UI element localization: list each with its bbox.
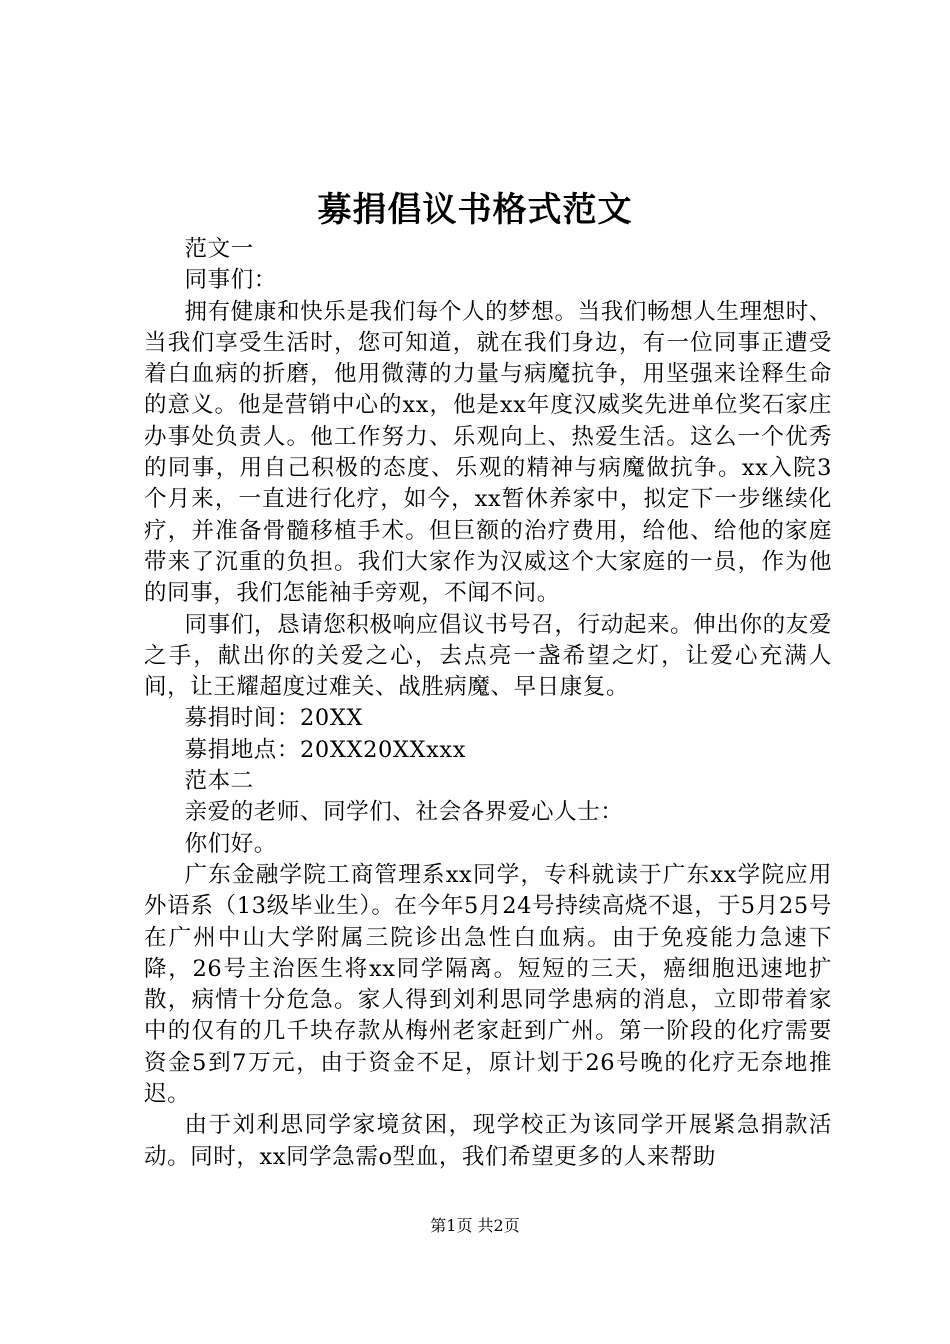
body-paragraph: 拥有健康和快乐是我们每个人的梦想。当我们畅想人生理想时、当我们享受生活时，您可知道，就在我们身边，有一位同事正遭受着白血病的折磨，他用微薄的力量与病魔抗争，用坚强来诠释生命的意义。他是营销中心的xx，他是xx年度汉威奖先进单位奖石家庄办事处负责人。他工作努力、乐观向上、热爱生活。这么一个优秀的同事，用自己积极的态度、乐观的精神与病魔做抗争。xx入院3个月来，一直进行化疗，如今，xx暂休养家中，拟定下一步继续化疗，并准备骨髓移植手术。但巨额的治疗费用，给他、给他的家庭带来了沉重的负担。我们大家作为汉威这个大家庭的一员，作为他的同事，我们怎能袖手旁观，不闻不问。: [144, 298, 832, 607]
body-paragraph: 同事们，恳请您积极响应倡议书号召，行动起来。伸出你的友爱之手，献出你的关爱之心，去点亮一盏希望之灯，让爱心充满人间，让王耀超度过难关、战胜病魔、早日康复。: [144, 611, 832, 701]
greeting: 你们好。: [184, 830, 277, 857]
donation-location: 募捐地点：20XX20XXxxx: [184, 736, 467, 763]
section-heading-two: 范本二: [184, 768, 254, 795]
document-title: 募捐倡议书格式范文: [317, 190, 633, 230]
body-paragraph: 广东金融学院工商管理系xx同学，专科就读于广东xx学院应用外语系（13级毕业生）。在今年5月24号持续高烧不退，于5月25号在广州中山大学附属三院诊出急性白血病。由于免疫能力急速下降，26号主治医生将xx同学隔离。短短的三天，癌细胞迅速地扩散，病情十分危急。家人得到刘利思同学患病的消息，立即带着家中的仅有的几千块存款从梅州老家赶到广州。第一阶段的化疗需要资金5到7万元，由于资金不足，原计划于26号晚的化疗无奈地推迟。: [144, 861, 832, 1108]
salutation-one: 同事们：: [184, 267, 277, 294]
donation-time: 募捐时间：20XX: [184, 705, 364, 732]
page-number: 第1页 共2页: [430, 1216, 520, 1235]
document-body: [144, 234, 832, 1173]
body-paragraph: 由于刘利思同学家境贫困，现学校正为该同学开展紧急捐款活动。同时，xx同学急需o型血，我们希望更多的人来帮助: [144, 1112, 832, 1170]
section-heading-one: 范文一: [184, 236, 254, 262]
salutation-two: 亲爱的老师、同学们、社会各界爱心人士：: [184, 799, 624, 826]
